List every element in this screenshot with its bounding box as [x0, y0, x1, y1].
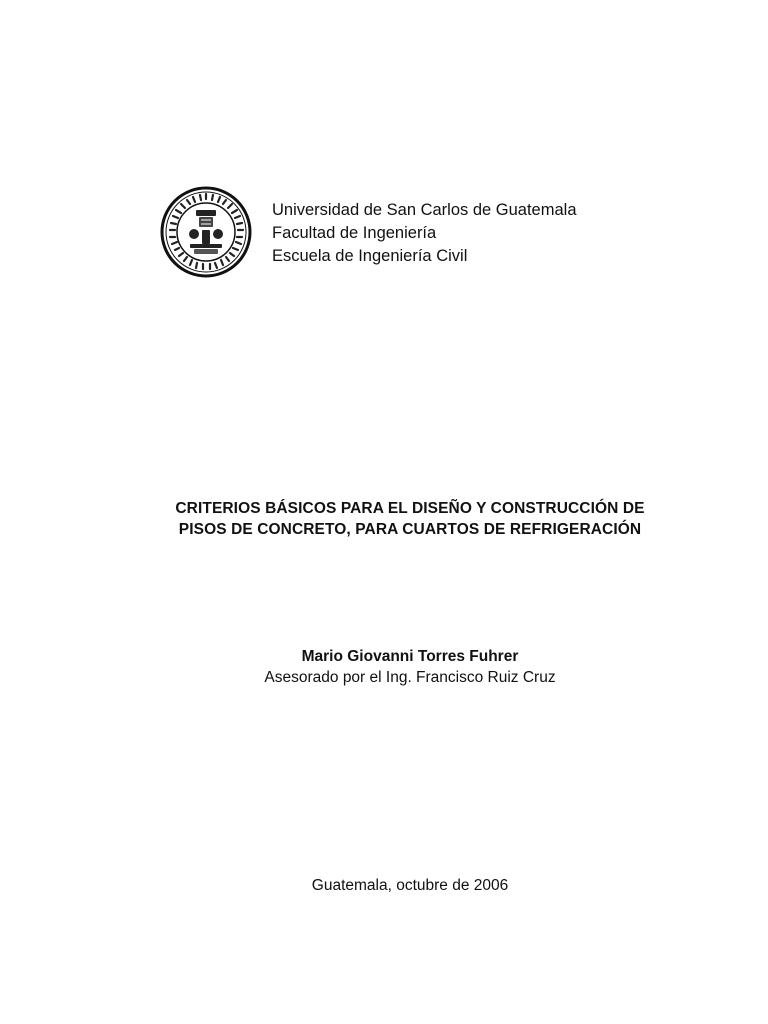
author-block [0, 646, 768, 688]
institution-header [272, 199, 577, 268]
thesis-title [0, 498, 768, 540]
place-and-date: Guatemala, octubre de 2006 [311, 877, 509, 894]
university-name: Universidad de San Carlos de Guatemala [272, 201, 577, 219]
thesis-title-line-2: PISOS DE CONCRETO, PARA CUARTOS DE REFRIGERACIÓN [178, 521, 642, 538]
advisor-line: Asesorado por el Ing. Francisco Ruiz Cruz [264, 669, 556, 686]
author-name: Mario Giovanni Torres Fuhrer [301, 648, 519, 665]
faculty-name: Facultad de Ingeniería [272, 224, 437, 242]
school-name: Escuela de Ingeniería Civil [272, 247, 468, 265]
university-seal-icon [160, 186, 252, 278]
thesis-title-line-1: CRITERIOS BÁSICOS PARA EL DISEÑO Y CONSTRUCCIÓN DE [175, 500, 645, 517]
